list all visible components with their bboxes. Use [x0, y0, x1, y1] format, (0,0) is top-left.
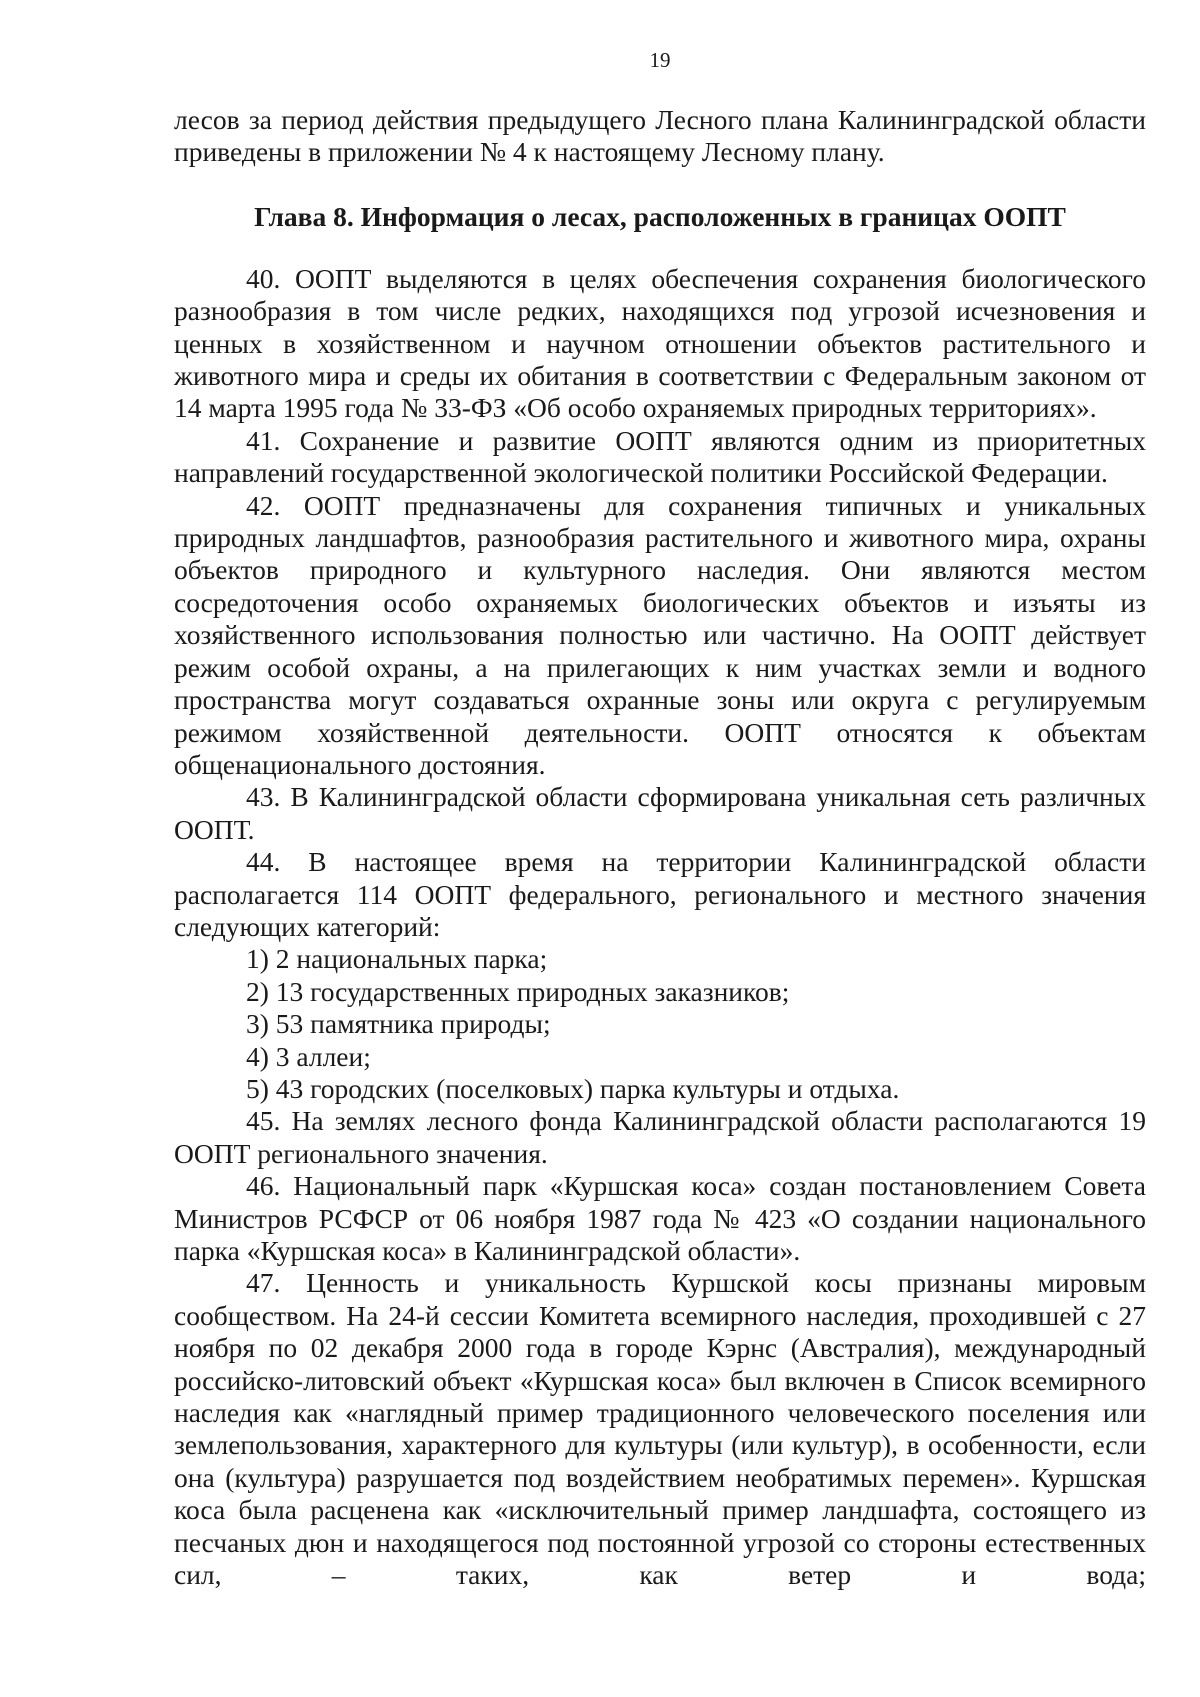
chapter-title: Глава 8. Информация о лесах, расположенных в границах ООПТ — [254, 200, 1066, 232]
intro-paragraph: лесов за период действия предыдущего Лесного плана Калининградской области приведены в приложении № 4 к настоящему Лесному плану. — [174, 104, 1146, 168]
document-body — [174, 104, 1146, 1591]
paragraph-45: 45. На землях лесного фонда Калининградской области располагаются 19 ООПТ регионального значения. — [174, 1105, 1146, 1169]
paragraph-46: 46. Национальный парк «Куршская коса» создан постановлением Совета Министров РСФСР от 06 ноября 1987 года № 423 «О создании национального парка «Куршская коса» в Калининградской области». — [174, 1170, 1146, 1266]
category-list-item: 2) 13 государственных природных заказников; — [246, 975, 790, 1007]
paragraph-40: 40. ООПТ выделяются в целях обеспечения сохранения биологического разнообразия в том числе редких, находящихся под угрозой исчезновения и ценных в хозяйственном и научном отношении объектов растительного и животного мира и среды их обитания в соответствии с Федеральным законом от 14 марта 1995 года № 33-ФЗ «Об особо охраняемых природных территориях». — [174, 262, 1146, 424]
category-list-item: 4) 3 аллеи; — [246, 1040, 371, 1072]
category-list-item: 5) 43 городских (поселковых) парка культуры и отдыха. — [246, 1072, 900, 1104]
paragraph-41: 41. Сохранение и развитие ООПТ являются одним из приоритетных направлений государственной экологической политики Российской Федерации. — [174, 424, 1146, 489]
category-list-item: 3) 53 памятника природы; — [246, 1008, 551, 1040]
paragraph-47: 47. Ценность и уникальность Куршской косы признаны мировым сообществом. На 24-й сессии Комитета всемирного наследия, проходившей с 27 ноября по 02 декабря 2000 года в городе Кэрнс (Австралия), международный российско-литовский объект «Куршская коса» был включен в Список всемирного наследия как «наглядный пример традиционного человеческого поселения или землепользования, характерного для культуры (или культур), в особенности, если она (культура) разрушается под воздействием необратимых перемен». Куршская коса была расценена как «исключительный пример ландшафта, состоящего из песчаных дюн и находящегося под постоянной угрозой со стороны естественных сил, – таких, как ветер и вода; — [174, 1267, 1146, 1591]
page-number: 19 — [649, 48, 671, 72]
paragraph-43: 43. В Калининградской области сформирована уникальная сеть различных ООПТ. — [174, 781, 1146, 845]
paragraph-42: 42. ООПТ предназначены для сохранения типичных и уникальных природных ландшафтов, разнообразия растительного и животного мира, охраны объектов природного и культурного наследия. Они являются местом сосредоточения особо охраняемых биологических объектов и изъяты из хозяйственного использования полностью или частично. На ООПТ действует режим особой охраны, а на прилегающих к ним участках земли и водного пространства могут создаваться охранные зоны или округа с регулируемым режимом хозяйственной деятельности. ООПТ относятся к объектам общенационального достояния. — [174, 489, 1146, 780]
paragraph-44: 44. В настоящее время на территории Калининградской области располагается 114 ООПТ федерального, регионального и местного значения следующих категорий: — [174, 846, 1146, 942]
category-list-item: 1) 2 национальных парка; — [246, 943, 548, 975]
